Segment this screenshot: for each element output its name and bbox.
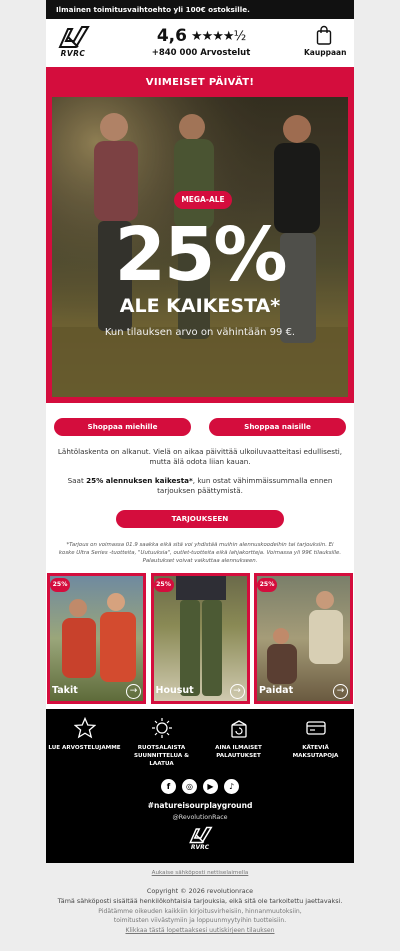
shirts-photo xyxy=(257,576,350,701)
arrow-right-icon[interactable]: → xyxy=(126,684,141,699)
usp-label: KÄTEVIÄ MAKSUTAPOJA xyxy=(292,745,339,759)
category-image xyxy=(154,576,247,701)
offer-text-highlight: 25% alennuksen kaikesta* xyxy=(86,476,193,485)
category-label: Housut xyxy=(155,685,194,696)
footer-logo-text: RVRC xyxy=(190,844,210,851)
usp-returns[interactable] xyxy=(202,717,276,768)
shipping-banner: Ilmainen toimitusvaihtoehto yli 100€ ostoksille. xyxy=(46,0,354,19)
offer-text xyxy=(54,476,346,496)
youtube-icon[interactable]: ▶ xyxy=(203,779,218,794)
category-card-jackets[interactable] xyxy=(47,573,146,704)
hero-image xyxy=(52,97,348,397)
rating-value: 4,6 xyxy=(156,26,187,46)
usp-quality[interactable] xyxy=(125,717,199,768)
email-container xyxy=(46,0,354,863)
category-discount-badge: 25% xyxy=(257,578,277,592)
usp-label: LUE ARVOSTELUJAMME xyxy=(48,745,121,751)
hashtag: #natureisourplayground xyxy=(147,801,253,810)
sale-headline: ALE KAIKESTA* xyxy=(119,295,281,317)
shop-men-button[interactable]: Shoppaa miehille xyxy=(54,418,191,436)
pants-photo xyxy=(154,576,247,701)
shop-buttons xyxy=(54,418,346,436)
star-icon xyxy=(74,717,96,739)
category-label: Takit xyxy=(52,685,78,696)
usp-payments[interactable] xyxy=(279,717,353,768)
card-payment-icon xyxy=(305,717,327,739)
review-count: +840 000 Arvostelut xyxy=(151,48,251,58)
footer-logo[interactable] xyxy=(184,826,216,851)
countdown-text: Lähtölaskenta on alkanut. Vielä on aikaa päivittää ulkoiluvaatteitasi edullisesti, mutta älä odota liian kauan. xyxy=(57,447,343,466)
category-discount-badge: 25% xyxy=(50,578,70,592)
brand-logo-text: RVRC xyxy=(60,49,86,58)
brand-logo-mark-icon xyxy=(184,826,216,844)
instagram-icon[interactable]: ◎ xyxy=(182,779,197,794)
category-label: Paidat xyxy=(259,685,294,696)
category-discount-badge: 25% xyxy=(154,578,174,592)
personal-offer-notice: Tämä sähköposti sisältää henkilökohtaisia tarjouksia, eikä sitä ole tarkoitettu jaettavaksi. xyxy=(57,897,343,905)
shop-link[interactable] xyxy=(304,25,347,57)
rating-stars-icon: ★★★★½ xyxy=(190,28,246,44)
legal-footer xyxy=(0,870,400,934)
usp-reviews[interactable] xyxy=(48,717,122,768)
category-image xyxy=(257,576,350,701)
sale-condition: Kun tilauksen arvo on vähintään 99 €. xyxy=(104,327,296,338)
copyright: Copyright © 2026 revolutionrace xyxy=(146,887,254,895)
shop-link-label: Kauppaan xyxy=(304,48,347,57)
view-in-browser-link[interactable]: Aukaise sähköposti nettiselaimella xyxy=(151,870,249,876)
disclaimer: Pidätämme oikeuden kaikkiin kirjoitusvirheisiin, hinnanmuutoksiin, toimitusten viivästymiin ja loppuunmyytyihin tuotteisiin. xyxy=(98,908,302,924)
shopping-bag-icon xyxy=(316,25,332,45)
category-card-pants[interactable] xyxy=(151,573,250,704)
arrow-right-icon[interactable]: → xyxy=(333,684,348,699)
facebook-icon[interactable]: f xyxy=(161,779,176,794)
hero-headline: VIIMEISET PÄIVÄT! xyxy=(145,77,255,88)
terms-text: *Tarjous on voimassa 01.9 saakka eikä sitä voi yhdistää muihin alennuskoodeihin tai tarjouksiin. Ei koske Ultra Series -tuotteita, "Uutuuksia", outlet-tuotteita eikä lahjakortteja. Voimassa yli 99€ tilauksille. Palautukset voivat vaikuttaa alennukseen. xyxy=(58,542,342,564)
usp-list xyxy=(46,717,354,768)
rating-summary[interactable] xyxy=(146,26,256,58)
brand-logo-mark-icon xyxy=(54,25,92,49)
tiktok-icon[interactable]: ♪ xyxy=(224,779,239,794)
offer-text-suffix: , kun ostat vähimmäissummalla ennen tarjouksen päättymistä. xyxy=(157,476,333,495)
email-header xyxy=(46,19,354,67)
usp-label: AINA ILMAISET PALAUTUKSET xyxy=(215,745,262,759)
social-links xyxy=(46,779,354,794)
arrow-right-icon[interactable]: → xyxy=(230,684,245,699)
quality-icon xyxy=(151,717,173,739)
unsubscribe-link[interactable]: Klikkaa tästä lopettaaksesi uutiskirjeen tilauksen xyxy=(125,927,275,934)
brand-logo[interactable] xyxy=(54,25,92,61)
usp-label: RUOTSALAISTA SUUNNITTELUA & LAATUA xyxy=(133,745,190,767)
category-image xyxy=(50,576,143,701)
category-card-shirts[interactable] xyxy=(254,573,353,704)
shop-women-button[interactable]: Shoppaa naisille xyxy=(209,418,346,436)
jackets-photo xyxy=(50,576,143,701)
returns-box-icon xyxy=(228,717,250,739)
discount-percent: 25% xyxy=(114,212,286,298)
brand-footer xyxy=(46,709,354,863)
mega-sale-badge: MEGA-ALE xyxy=(174,191,232,209)
category-cards xyxy=(46,573,354,709)
hero-banner[interactable] xyxy=(46,67,354,403)
social-handle: @RevolutionRace xyxy=(172,814,228,821)
offer-text-prefix: Saat xyxy=(67,476,87,485)
to-offer-button[interactable]: TARJOUKSEEN xyxy=(116,510,284,528)
offer-body xyxy=(46,403,354,573)
